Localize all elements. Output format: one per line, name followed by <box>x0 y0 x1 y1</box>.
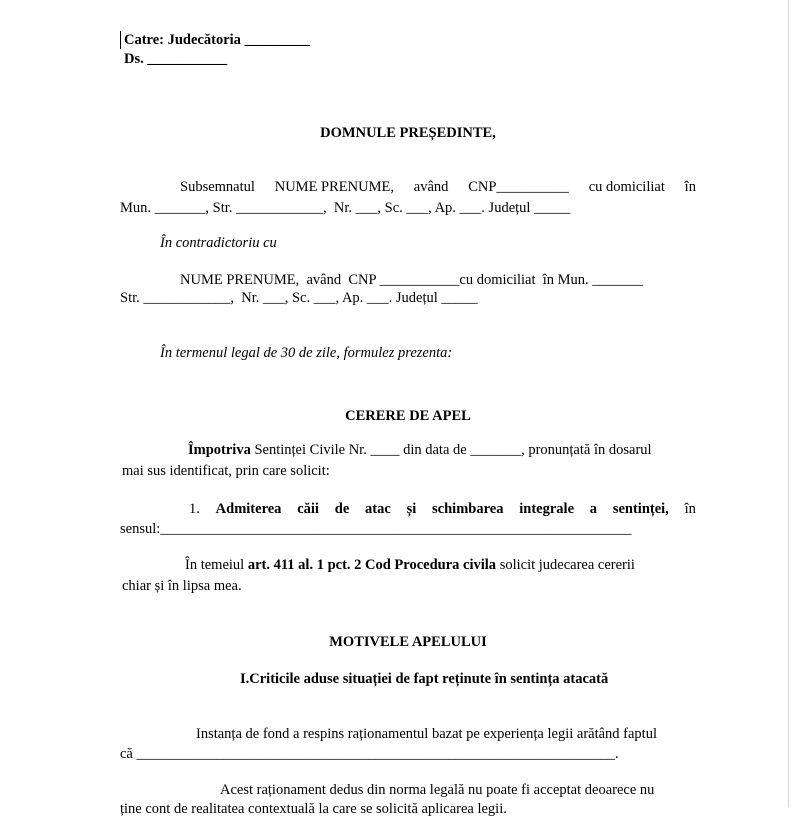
petitioner-word: având <box>413 179 449 195</box>
petitioner-word: cu domiciliat <box>588 179 665 195</box>
point-word: sentinței, <box>612 501 669 517</box>
point-word: și <box>406 501 417 517</box>
request-title: CERERE DE APEL <box>345 408 471 424</box>
basis-pre: În temeiul <box>185 557 248 573</box>
reasoning-line-2: ține cont de realitatea contextuală la care se solicită aplicarea legii. <box>120 801 507 817</box>
court-line-1: Instanța de fond a respins raționamentul bazat pe experiența legii arătând faptul <box>196 726 657 742</box>
point-word: în <box>684 501 696 517</box>
motives-title: MOTIVELE APELULUI <box>329 634 487 650</box>
point-word: a <box>589 501 598 517</box>
point-word: Admiterea <box>215 501 282 517</box>
point-word: integrale <box>519 501 575 517</box>
basis-line-2: chiar și în lipsa mea. <box>122 578 242 594</box>
page-title: DOMNULE PREȘEDINTE, <box>320 125 496 141</box>
petitioner-word: Subsemnatul <box>180 179 255 195</box>
point-1-line-2: sensul:_________________________________________________________________ <box>120 521 632 537</box>
point-1-line-1 <box>189 500 696 518</box>
reasoning-line-1: Acest raționament dedus din norma legală nu poate fi acceptat deoarece nu <box>220 782 655 798</box>
term-text: În termenul legal de 30 de zile, formulez prezenta: <box>160 345 453 361</box>
basis-post: solicit judecarea cererii <box>496 557 635 573</box>
point-number: 1. <box>189 501 200 517</box>
against-line-1 <box>188 441 652 459</box>
petitioner-line-2: Mun. _______, Str. ____________, Nr. ___, Sc. ___, Ap. ___. Județul _____ <box>120 200 571 216</box>
section-1-title: I.Criticile aduse situației de fapt reținute în sentința atacată <box>240 671 609 687</box>
point-word: căii <box>297 501 319 517</box>
text-cursor <box>120 31 121 49</box>
court-line-2: că __________________________________________________________________. <box>120 746 619 762</box>
against-bold: Împotriva <box>188 442 251 458</box>
petitioner-line-1 <box>180 178 696 196</box>
point-word: schimbarea <box>432 501 504 517</box>
respondent-line-1: NUME PRENUME, având CNP ___________cu domiciliat în Mun. _______ <box>180 272 644 288</box>
recipient-court-line[interactable]: Catre: Judecătoria _________ <box>124 32 310 48</box>
respondent-line-2: Str. ____________, Nr. ___, Sc. ___, Ap. ___. Județul _____ <box>120 290 478 306</box>
against-line-2: mai sus identificat, prin care solicit: <box>122 463 330 479</box>
contradictory-label: În contradictoriu cu <box>160 235 277 251</box>
file-number-line[interactable]: Ds. ___________ <box>124 51 228 67</box>
petitioner-word: CNP__________ <box>468 179 569 195</box>
petitioner-word: NUME PRENUME, <box>274 179 394 195</box>
basis-line-1 <box>185 556 635 574</box>
against-rest: Sentinței Civile Nr. ____ din data de _______, pronunțată în dosarul <box>250 442 652 458</box>
petitioner-word: în <box>684 179 696 195</box>
point-word: atac <box>365 501 391 517</box>
point-word: de <box>334 501 350 517</box>
basis-bold: art. 411 al. 1 pct. 2 Cod Procedura civila <box>247 557 497 573</box>
